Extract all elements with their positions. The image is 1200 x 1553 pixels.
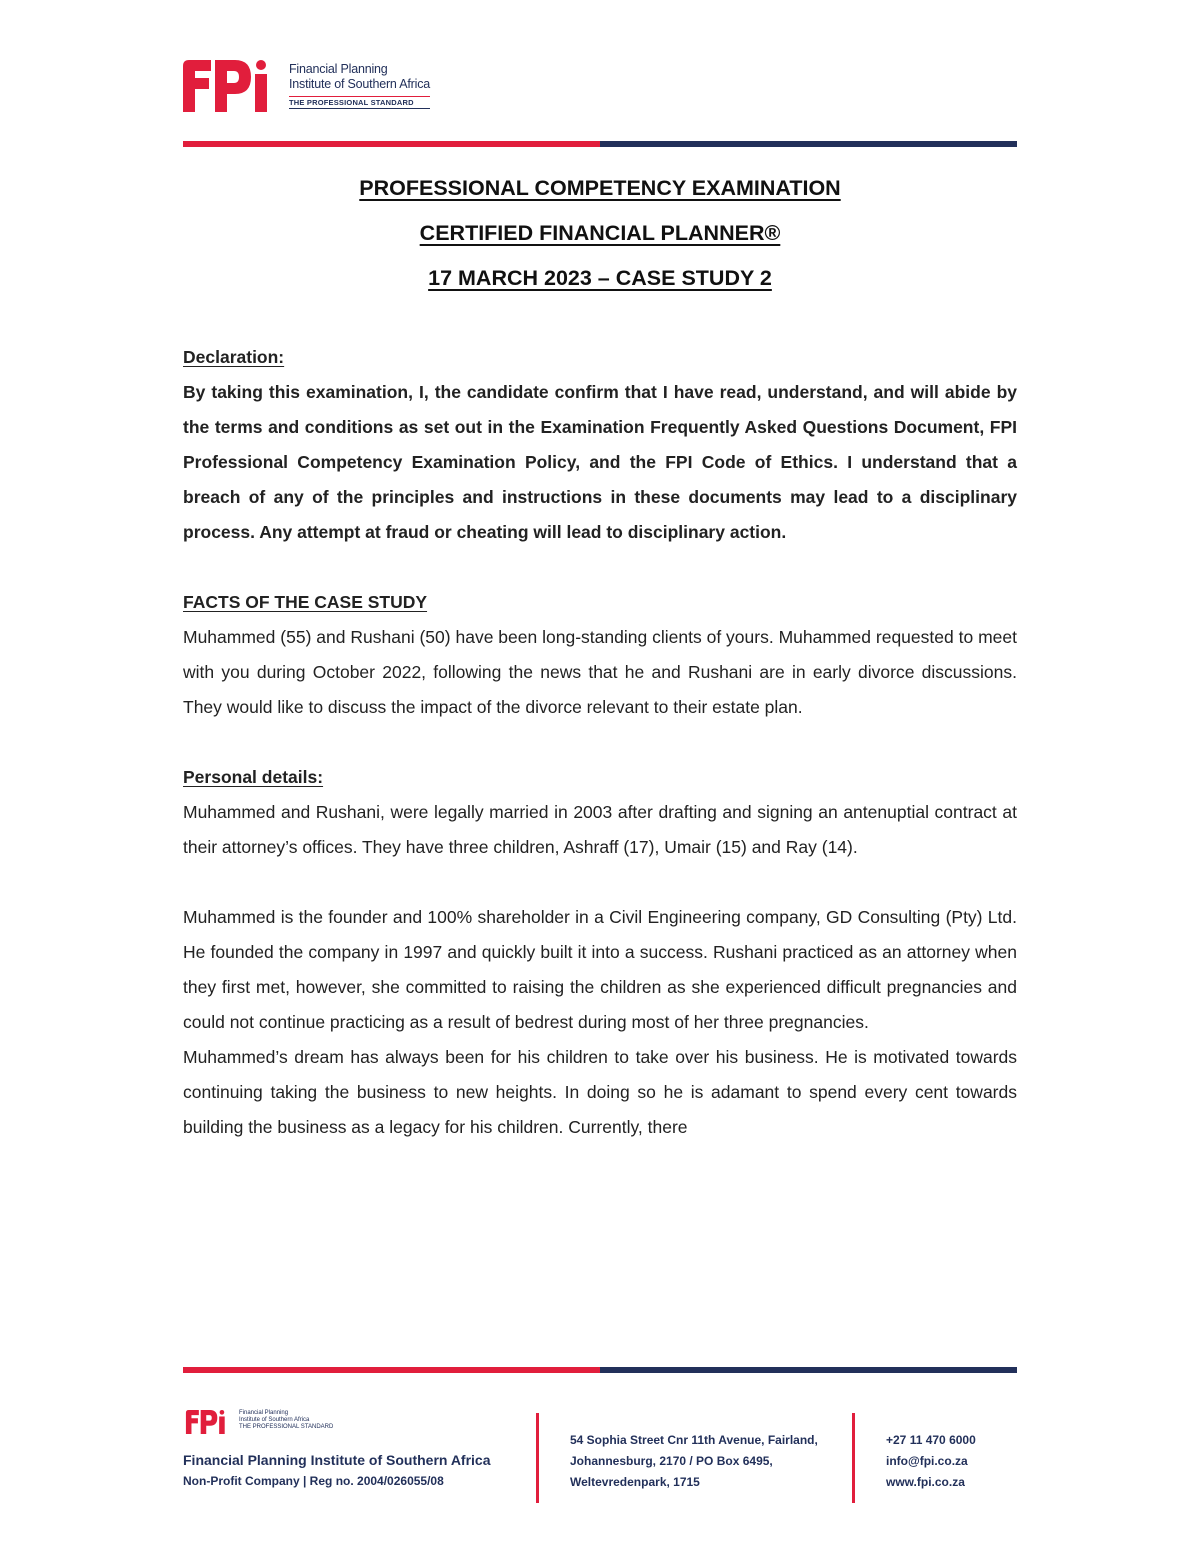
header-rule [183, 141, 1017, 147]
facts-heading: FACTS OF THE CASE STUDY [183, 592, 428, 612]
footer-contact [886, 1430, 976, 1493]
title-line-2: CERTIFIED FINANCIAL PLANNER® [419, 221, 781, 245]
fpi-logo-mark-icon [183, 60, 283, 112]
footer-address [570, 1430, 818, 1493]
page-footer [183, 1410, 1017, 1505]
declaration-text: By taking this examination, I, the candidate confirm that I have read, understand, and will abide by the terms and conditions as set out in the Examination Frequently Asked Questions Document, FPI Professional Competency Examination Policy, and the FPI Code of Ethics. I understand that a breach of any of the principles and instructions in these documents may lead to a disciplinary process. Any attempt at fraud or cheating will lead to disciplinary action. [183, 382, 1017, 542]
personal-paragraph-2: Muhammed is the founder and 100% shareholder in a Civil Engineering company, GD Consulting (Pty) Ltd. He founded the company in 1997 and quickly built it into a success. Rushani practiced as an attorney when they first met, however, she committed to raising the children as she experienced difficult pregnancies and could not continue practicing as a result of bedrest during most of her three pregnancies. [183, 907, 1017, 1032]
logo-line-2: Institute of Southern Africa [289, 77, 431, 91]
footer-registration: Non-Profit Company | Reg no. 2004/026055/08 [183, 1474, 444, 1488]
footer-email[interactable]: info@fpi.co.za [886, 1454, 968, 1468]
personal-heading: Personal details: [183, 767, 324, 787]
fpi-logo [183, 60, 430, 112]
footer-logo-tagline: THE PROFESSIONAL STANDARD [239, 1424, 334, 1430]
footer-phone[interactable]: +27 11 470 6000 [886, 1433, 976, 1447]
address-line-3: Weltevredenpark, 1715 [570, 1475, 700, 1489]
footer-logo-line-2: Institute of Southern Africa [239, 1417, 310, 1423]
address-line-1: 54 Sophia Street Cnr 11th Avenue, Fairland, [570, 1433, 818, 1447]
document-body [183, 340, 1017, 1145]
footer-website[interactable]: www.fpi.co.za [886, 1475, 965, 1489]
personal-paragraph-3: Muhammed’s dream has always been for his children to take over his business. He is motivated towards continuing taking the business to new heights. In doing so he is adamant to spend every cent towards building the business as a legacy for his children. Currently, there [183, 1047, 1017, 1137]
footer-fpi-logo-icon [183, 1410, 235, 1434]
footer-org-name: Financial Planning Institute of Southern Africa [183, 1452, 491, 1468]
address-line-2: Johannesburg, 2170 / PO Box 6495, [570, 1454, 773, 1468]
title-line-3: 17 MARCH 2023 – CASE STUDY 2 [428, 266, 772, 290]
declaration-heading: Declaration: [183, 347, 285, 367]
footer-logo-line-1: Financial Planning [239, 1410, 289, 1416]
facts-text: Muhammed (55) and Rushani (50) have been long-standing clients of yours. Muhammed requested to meet with you during October 2022, following the news that he and Rushani are in early divorce discussions. They would like to discuss the impact of the divorce relevant to their estate plan. [183, 627, 1017, 717]
title-line-1: PROFESSIONAL COMPETENCY EXAMINATION [359, 176, 841, 200]
footer-divider-1 [536, 1413, 539, 1503]
footer-rule [183, 1367, 1017, 1373]
personal-paragraph-1: Muhammed and Rushani, were legally married in 2003 after drafting and signing an antenuptial contract at their attorney’s offices. They have three children, Ashraff (17), Umair (15) and Ray (14). [183, 802, 1017, 857]
logo-line-1: Financial Planning [289, 62, 388, 76]
logo-tagline: THE PROFESSIONAL STANDARD [289, 96, 430, 109]
footer-divider-2 [852, 1413, 855, 1503]
footer-logo [183, 1410, 491, 1434]
